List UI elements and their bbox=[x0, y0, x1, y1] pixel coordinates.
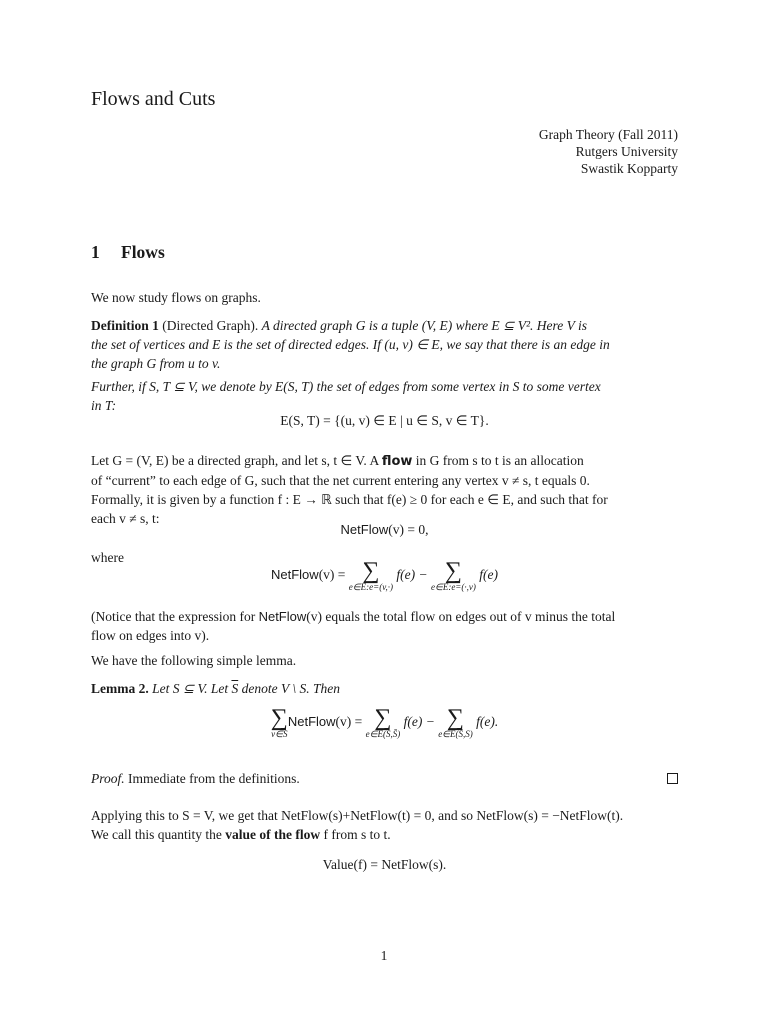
qed-symbol bbox=[667, 773, 678, 784]
sum-term: f(e) − bbox=[396, 567, 428, 583]
netflow-lhs-rest: (v) = bbox=[318, 567, 346, 583]
definition-line-3: the graph G from u to v. bbox=[91, 356, 221, 371]
sum-term: f(e) bbox=[479, 567, 498, 583]
sum-subscript: e∈E:e=(·,v) bbox=[430, 582, 476, 592]
edge-set-equation: E(S, T) = {(u, v) ∈ E | u ∈ S, v ∈ T}. bbox=[280, 413, 489, 428]
flow-line-1b: in G from s to t is an allocation bbox=[415, 453, 584, 468]
flow-paragraph bbox=[91, 451, 678, 528]
page-number: 1 bbox=[380, 948, 388, 963]
author: Swastik Kopparty bbox=[580, 161, 678, 176]
sum-subscript: v∈S bbox=[271, 729, 288, 739]
where-label: where bbox=[91, 550, 124, 565]
sum-term: f(e). bbox=[476, 714, 499, 730]
document-title: Flows and Cuts bbox=[91, 88, 216, 110]
netflow-operator: NetFlow bbox=[271, 567, 319, 583]
lemma-eq-rest: (v) = bbox=[335, 714, 363, 730]
netflow-operator: NetFlow bbox=[340, 522, 389, 537]
lemma-intro: We have the following simple lemma. bbox=[91, 653, 297, 668]
lemma-2 bbox=[91, 679, 678, 698]
value-of-flow-term: value of the flow bbox=[225, 827, 321, 842]
notice-line-2: flow on edges into v). bbox=[91, 628, 210, 643]
further-line-1: Further, if S, T ⊆ V, we denote by E(S, T) the set of edges from some vertex in S to some vertex bbox=[91, 379, 601, 394]
definition-line-1: A directed graph G is a tuple (V, E) where E ⊆ V². Here V is bbox=[261, 318, 588, 333]
further-line-2: in T: bbox=[91, 398, 117, 413]
flow-line-2: of “current” to each edge of G, such that the net current entering any vertex v ≠ s, t equals 0. bbox=[91, 473, 590, 488]
course-name: Graph Theory (Fall 2011) bbox=[538, 127, 678, 142]
author-block bbox=[539, 126, 678, 177]
sum-subscript: e∈E(S̄,S) bbox=[438, 729, 473, 739]
definition-name: (Directed Graph). bbox=[162, 318, 259, 333]
proof-text: Immediate from the definitions. bbox=[128, 771, 300, 786]
flow-line-4: each v ≠ s, t: bbox=[91, 511, 160, 526]
flow-line-3: Formally, it is given by a function f : E → ℝ such that f(e) ≥ 0 for each e ∈ E, and such that for bbox=[91, 492, 608, 507]
netflow-operator: NetFlow bbox=[287, 714, 336, 730]
notice-line-1b: (v) equals the total flow on edges out of v minus the total bbox=[306, 609, 616, 624]
sum-over-s: ∑ v∈S bbox=[270, 705, 288, 739]
lemma-equation bbox=[91, 707, 678, 739]
definition-line-2: the set of vertices and E is the set of directed edges. If (u, v) ∈ E, we say that there is an edge in bbox=[91, 337, 610, 352]
s-complement: $\overline{S}$ bbox=[231, 681, 239, 696]
sum-subscript: e∈E:e=(v,·) bbox=[348, 582, 394, 592]
sum-backward-cut: ∑ e∈E(S̄,S) bbox=[438, 705, 473, 739]
apply-line-1: Applying this to S = V, we get that NetFlow(s)+NetFlow(t) = 0, and so NetFlow(s) = −NetFlow(t). bbox=[91, 808, 624, 823]
definition-label: Definition 1 bbox=[91, 318, 159, 333]
section-heading bbox=[91, 242, 165, 263]
sum-term: f(e) − bbox=[403, 714, 435, 730]
sum-in-edges: ∑ e∈E:e=(·,v) bbox=[430, 558, 476, 592]
netflow-definition-equation bbox=[91, 560, 678, 592]
definition-further bbox=[91, 377, 678, 415]
proof-label: Proof. bbox=[91, 771, 125, 786]
sum-subscript: e∈E(S,S̄) bbox=[365, 729, 401, 739]
institution: Rutgers University bbox=[575, 144, 678, 159]
apply-paragraph bbox=[91, 806, 678, 844]
notice-paragraph bbox=[91, 607, 678, 645]
proof bbox=[91, 769, 678, 788]
sum-forward-cut: ∑ e∈E(S,S̄) bbox=[365, 705, 401, 739]
intro-paragraph: We now study flows on graphs. bbox=[91, 290, 261, 305]
value-equation: Value(f) = NetFlow(s). bbox=[322, 857, 447, 872]
lemma-label: Lemma 2. bbox=[91, 681, 149, 696]
lemma-text-b: denote V \ S. Then bbox=[241, 681, 340, 696]
notice-line-1a: (Notice that the expression for bbox=[91, 609, 256, 624]
flow-term: flow bbox=[381, 454, 413, 469]
apply-line-2b: f from s to t. bbox=[323, 827, 391, 842]
definition-1 bbox=[91, 316, 678, 373]
netflow-zero-rest: (v) = 0, bbox=[388, 522, 429, 537]
netflow-zero-equation bbox=[91, 522, 678, 538]
section-title: Flows bbox=[121, 242, 165, 262]
netflow-operator: NetFlow bbox=[258, 609, 307, 624]
section-number: 1 bbox=[91, 242, 100, 262]
lemma-text-a: Let S ⊆ V. Let bbox=[152, 681, 229, 696]
sum-out-edges: ∑ e∈E:e=(v,·) bbox=[348, 558, 394, 592]
flow-line-1a: Let G = (V, E) be a directed graph, and let s, t ∈ V. A bbox=[91, 453, 379, 468]
apply-line-2a: We call this quantity the bbox=[91, 827, 222, 842]
